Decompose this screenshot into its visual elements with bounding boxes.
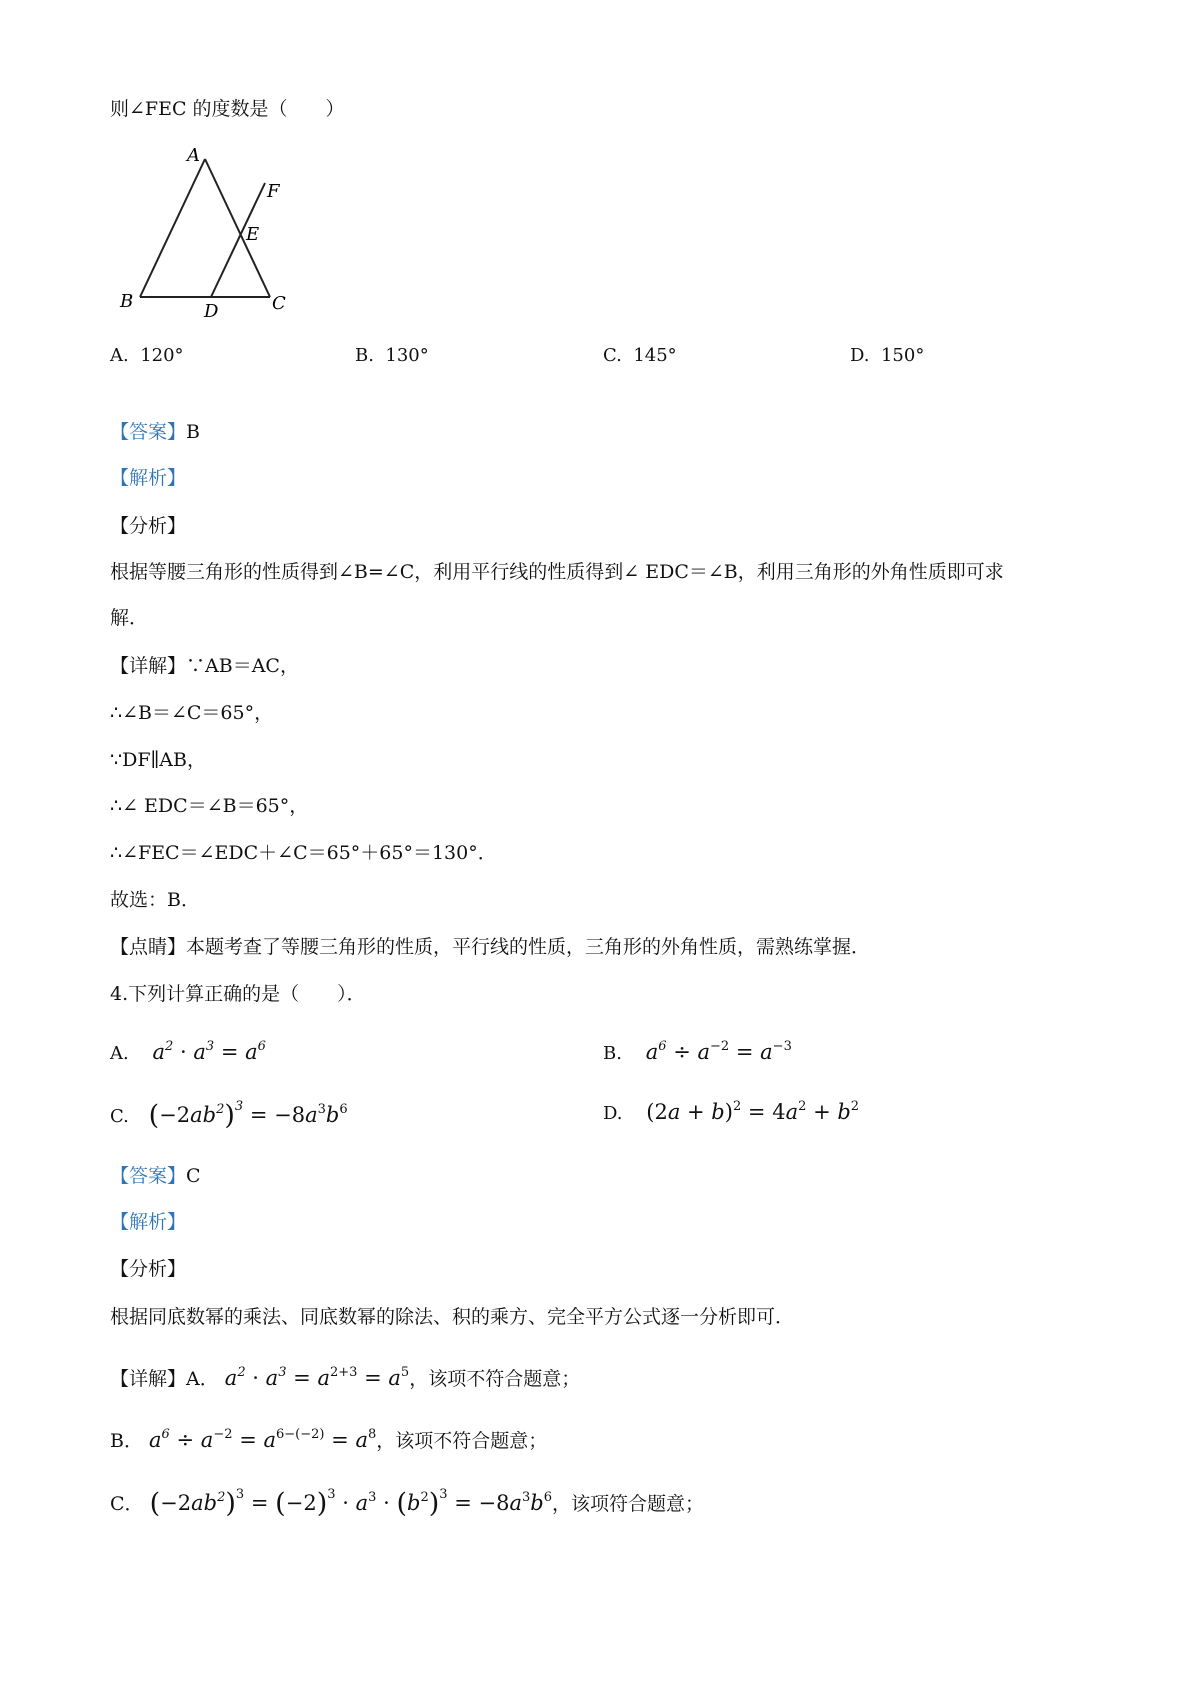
q3-fenxi-line1: 根据等腰三角形的性质得到∠B=∠C，利用平行线的性质得到∠ EDC＝∠B，利用三角形的外角性质即可求 [110, 561, 1004, 583]
option-text: 130° [385, 345, 429, 366]
q3-jiexi-label: 【解析】 [110, 467, 187, 489]
label-f: F [267, 181, 280, 202]
detail-b-expression: $a^6 \div a^{-2} = a^{6-(-2)} = a^8$ [149, 1427, 377, 1452]
q3-detail-line3: ∵DF∥AB， [110, 749, 206, 771]
q4-jiexi-label: 【解析】 [110, 1211, 187, 1233]
option-letter: D. [850, 345, 870, 366]
q3-detail-line4: ∴∠ EDC＝∠B＝65°， [110, 795, 309, 817]
q4-answer [110, 1167, 201, 1186]
q4-detail-b [110, 1427, 548, 1452]
option-letter: B. [355, 345, 374, 366]
dianjing-label: 【点睛】 [110, 936, 187, 958]
q3-answer [110, 423, 200, 442]
label-c: C [272, 293, 286, 314]
option-letter: A. [110, 1043, 129, 1064]
option-expression: $(2a + b)^2 = 4a^2 + b^2$ [646, 1099, 860, 1124]
option-letter: B. [603, 1043, 622, 1064]
q4-option-c [110, 1100, 348, 1131]
detail-c-verdict: ，该项符合题意； [552, 1493, 705, 1515]
q3-detail-line5: ∴∠FEC＝∠EDC＋∠C＝65°＋65°＝130°． [110, 842, 497, 864]
option-expression: $(-2ab^2)^3 = -8a^3b^6$ [148, 1099, 348, 1131]
q4-stem: 4.下列计算正确的是（ ）． [110, 983, 366, 1005]
q3-option-b [355, 345, 429, 366]
q3-option-c [603, 345, 677, 366]
option-letter: A. [110, 345, 129, 366]
detail-label: 【详解】 [110, 655, 187, 677]
option-letter: D. [603, 1103, 623, 1124]
option-expression: $a^2 \cdot a^3 = a^6$ [152, 1039, 266, 1064]
q3-stem: 则∠FEC 的度数是（ ） [110, 98, 345, 120]
detail-c-expression: $(-2ab^2)^3 = (-2)^3 \cdot a^3 \cdot (b^2)^3 = -8a^3b^6$ [149, 1487, 553, 1519]
detail-b-verdict: ，该项不符合题意； [376, 1430, 548, 1452]
label-d: D [204, 301, 219, 322]
q4-option-a [110, 1040, 266, 1064]
triangle-figure [115, 145, 315, 335]
detail-prefix: B． [110, 1430, 143, 1452]
q3-dianjing [110, 938, 870, 957]
side-ab [140, 159, 205, 297]
label-b: B [120, 291, 134, 312]
q3-option-d [850, 345, 924, 366]
q3-detail-line1 [110, 657, 299, 676]
q3-fenxi-line2: 解． [110, 607, 149, 629]
option-text: 120° [140, 345, 184, 366]
q4-detail-c [110, 1487, 705, 1519]
detail-prefix: C． [110, 1493, 144, 1515]
q4-fenxi-text: 根据同底数幂的乘法、同底数幂的除法、积的乘方、完全平方公式逐一分析即可． [110, 1306, 795, 1328]
answer-label: 【答案】 [110, 421, 187, 443]
answer-value: B [186, 421, 200, 443]
answer-value: C [186, 1165, 201, 1187]
q3-fenxi-label: 【分析】 [110, 515, 187, 537]
q4-option-d [603, 1100, 859, 1124]
label-a: A [187, 145, 200, 166]
detail-prefix: A． [186, 1368, 219, 1390]
detail-label: 【详解】 [110, 1368, 187, 1390]
q4-detail-a [110, 1365, 581, 1390]
answer-label: 【答案】 [110, 1165, 187, 1187]
q4-fenxi-label: 【分析】 [110, 1258, 187, 1280]
detail-a-expression: $a^2 \cdot a^3 = a^{2+3} = a^5$ [224, 1365, 410, 1390]
q4-option-b [603, 1040, 792, 1064]
dianjing-text: 本题考查了等腰三角形的性质，平行线的性质，三角形的外角性质，需熟练掌握． [186, 936, 871, 958]
label-e: E [246, 224, 260, 245]
q3-conclusion: 故选：B． [110, 889, 200, 911]
detail-text: ∵AB＝AC， [186, 655, 299, 677]
option-letter: C. [603, 345, 622, 366]
q3-detail-line2: ∴∠B＝∠C＝65°， [110, 702, 274, 724]
option-text: 145° [633, 345, 677, 366]
q3-option-a [110, 345, 184, 366]
option-text: 150° [880, 345, 925, 366]
detail-a-verdict: ，该项不符合题意； [409, 1368, 581, 1390]
option-letter: C. [110, 1106, 129, 1127]
option-expression: $a^6 \div a^{-2} = a^{-3}$ [645, 1039, 792, 1064]
side-ac [205, 159, 270, 297]
